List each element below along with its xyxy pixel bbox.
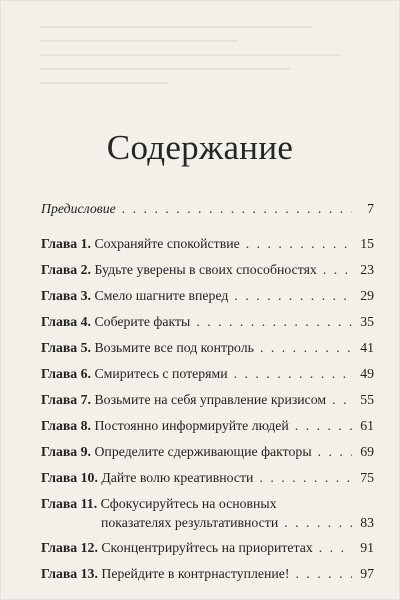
leader-dots: [323, 261, 352, 279]
chapter-number: Глава 9.: [41, 444, 92, 459]
chapter-number: Глава 3.: [41, 288, 92, 303]
toc-page-number: 41: [360, 340, 374, 355]
toc-page-number: 7: [367, 201, 374, 216]
chapter-title: Сохраняйте спокойствие: [94, 236, 240, 251]
toc-page-number: 15: [360, 236, 374, 251]
chapter-number: Глава 2.: [41, 262, 92, 277]
toc-entry-chapter-6[interactable]: [41, 365, 374, 383]
chapter-title: Постоянно информируйте людей: [94, 418, 289, 433]
chapter-number: Глава 10.: [41, 470, 98, 485]
toc-page-number: 35: [360, 314, 374, 329]
chapter-number: Глава 11.: [41, 496, 98, 511]
toc-page-number: 23: [360, 262, 374, 277]
chapter-title-line-2: показателях результативности: [101, 515, 279, 530]
toc-page-number: 75: [360, 470, 374, 485]
leader-dots: [295, 417, 352, 435]
leader-dots: [259, 469, 352, 487]
toc-entry-chapter-10[interactable]: [41, 469, 374, 487]
chapter-title-line-1: Сфокусируйтесь на основных: [100, 496, 277, 511]
leader-dots: [284, 514, 352, 532]
leader-dots: [295, 565, 352, 583]
chapter-number: Глава 7.: [41, 392, 92, 407]
chapter-title: Возьмите все под контроль: [94, 340, 254, 355]
leader-dots: [122, 200, 352, 218]
leader-dots: [196, 313, 352, 331]
show-through-text: [40, 14, 360, 126]
chapter-title: Определите сдерживающие факторы: [94, 444, 312, 459]
toc-page-number: 61: [360, 418, 374, 433]
toc-page-number: 29: [360, 288, 374, 303]
leader-dots: [246, 235, 352, 253]
toc-entry-chapter-8[interactable]: [41, 417, 374, 435]
chapter-title: Смело шагните вперед: [94, 288, 229, 303]
page-title: Содержание: [106, 128, 294, 167]
toc-page-number: 69: [360, 444, 374, 459]
toc-entry-chapter-7[interactable]: [41, 391, 374, 409]
toc-page-number: 83: [360, 515, 374, 530]
toc-page-number: 91: [360, 540, 374, 555]
chapter-title: Соберите факты: [94, 314, 191, 329]
chapter-number: Глава 8.: [41, 418, 92, 433]
toc-entry-chapter-11[interactable]: [41, 495, 374, 532]
toc-entry-chapter-12[interactable]: [41, 539, 374, 557]
toc-entry-chapter-9[interactable]: [41, 443, 374, 461]
chapter-title: Смиритесь с потерями: [94, 366, 228, 381]
chapter-number: Глава 1.: [41, 236, 92, 251]
chapter-title: Будьте уверены в своих способностях: [94, 262, 317, 277]
toc-preface-label: Предисловие: [41, 201, 116, 216]
toc-entry-chapter-4[interactable]: [41, 313, 374, 331]
leader-dots: [260, 339, 352, 357]
toc-entry-chapter-5[interactable]: [41, 339, 374, 357]
chapter-title: Сконцентрируйтесь на приоритетах: [101, 540, 313, 555]
chapter-title: Дайте волю креативности: [101, 470, 254, 485]
chapter-title: Возьмите на себя управление кризисом: [94, 392, 327, 407]
toc-entry-chapter-3[interactable]: [41, 287, 374, 305]
leader-dots: [234, 287, 352, 305]
chapter-number: Глава 4.: [41, 314, 92, 329]
toc-entry-chapter-13[interactable]: [41, 565, 374, 583]
toc-entry-chapter-1[interactable]: [41, 235, 374, 253]
chapter-title: Перейдите в контрнаступление!: [101, 566, 290, 581]
toc-entry-chapter-2[interactable]: [41, 261, 374, 279]
chapter-number: Глава 6.: [41, 366, 92, 381]
toc-page-number: 49: [360, 366, 374, 381]
chapter-number: Глава 13.: [41, 566, 98, 581]
leader-dots: [234, 365, 352, 383]
leader-dots: [318, 443, 352, 461]
leader-dots: [319, 539, 352, 557]
toc-entry-preface[interactable]: [41, 200, 374, 218]
toc-page-number: 97: [360, 566, 374, 581]
chapter-number: Глава 5.: [41, 340, 92, 355]
toc-page-number: 55: [360, 392, 374, 407]
leader-dots: [332, 391, 352, 409]
chapter-number: Глава 12.: [41, 540, 98, 555]
